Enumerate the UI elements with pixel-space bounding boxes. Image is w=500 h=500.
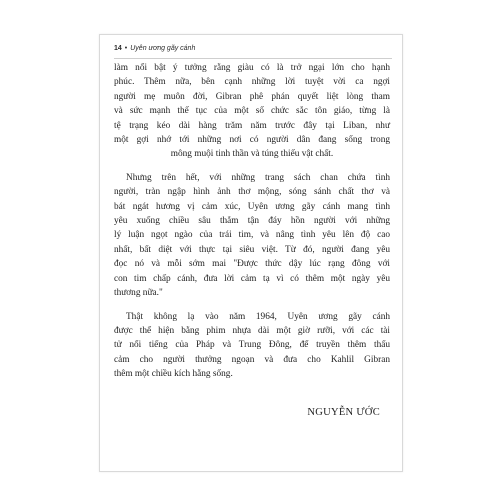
page-number: 14 <box>114 45 122 52</box>
text-line: được thể hiện bằng phim nhựa dài một giờ rưỡi, với các tài <box>114 325 390 336</box>
text-line: lý luận ngọt ngào của trái tim, và nâng tình yêu lên độ cao <box>114 230 390 241</box>
text-line: người, tràn ngập hình ảnh thơ mộng, sóng sánh chất thơ và <box>114 187 390 198</box>
header-separator: • <box>124 45 128 52</box>
paragraph-gap <box>114 162 390 171</box>
author-signature: NGUYỄN ƯỚC <box>307 407 380 418</box>
text-line: cảm cho người thưởng ngoạn và đưa cho Kahlil Gibran <box>114 354 390 365</box>
paragraph <box>114 310 390 382</box>
text-line: phúc. Thêm nữa, bên cạnh những lời tuyệt vời ca ngợi <box>114 77 390 88</box>
text-line: mông muội tinh thần và túng thiếu vật chất. <box>170 149 334 160</box>
text-line: thêm một chiều kích hằng sống. <box>114 369 233 380</box>
paragraph <box>114 61 390 162</box>
text-line: Nhưng trên hết, với những trang sách chan chứa tình <box>126 172 390 183</box>
text-line: một gợi nhớ tới những nơi có người dân đang sống trong <box>114 135 390 146</box>
text-line: tệ trạng kéo dài hàng trăm năm trước đây tại Liban, như <box>114 120 390 131</box>
text-line: đọc nó và mỗi sớm mai "Được thức dậy lúc rạng đông với <box>114 259 390 270</box>
text-line: thương nữa." <box>114 288 163 299</box>
text-line: bát ngát hương vị cảm xúc, Uyên ương gãy cánh mang tình <box>114 201 390 212</box>
text-line: làm nổi bật ý tưởng rằng giàu có là trở ngại lớn cho hạnh <box>114 63 390 73</box>
text-line: và sức mạnh thế tục của một số chức sắc tôn giáo, từng là <box>114 106 390 117</box>
body-text <box>114 61 390 382</box>
running-head <box>114 45 195 52</box>
text-line: Thật không lạ vào năm 1964, Uyên ương gãy cánh <box>126 311 390 322</box>
header-rule <box>114 58 392 59</box>
text-line: nhất, bất diệt với thực tại siêu việt. Từ đó, người đang yêu <box>114 244 390 255</box>
paragraph <box>114 171 390 301</box>
text-line: người mẹ muôn đời, Gibran phê phán quyết liệt lòng tham <box>114 91 390 102</box>
text-line: con tim chấp cánh, đưa lời cảm tạ vì có thêm một ngày yêu <box>114 273 390 284</box>
paragraph-gap <box>114 301 390 310</box>
book-page <box>99 34 403 472</box>
text-line: yêu xuống chiều sâu thẳm tận đáy hồn người với những <box>114 216 390 227</box>
book-title: Uyên ương gãy cánh <box>130 45 196 52</box>
text-line: tử nổi tiếng của Pháp và Trung Đông, để truyền thêm thấu <box>114 340 390 351</box>
